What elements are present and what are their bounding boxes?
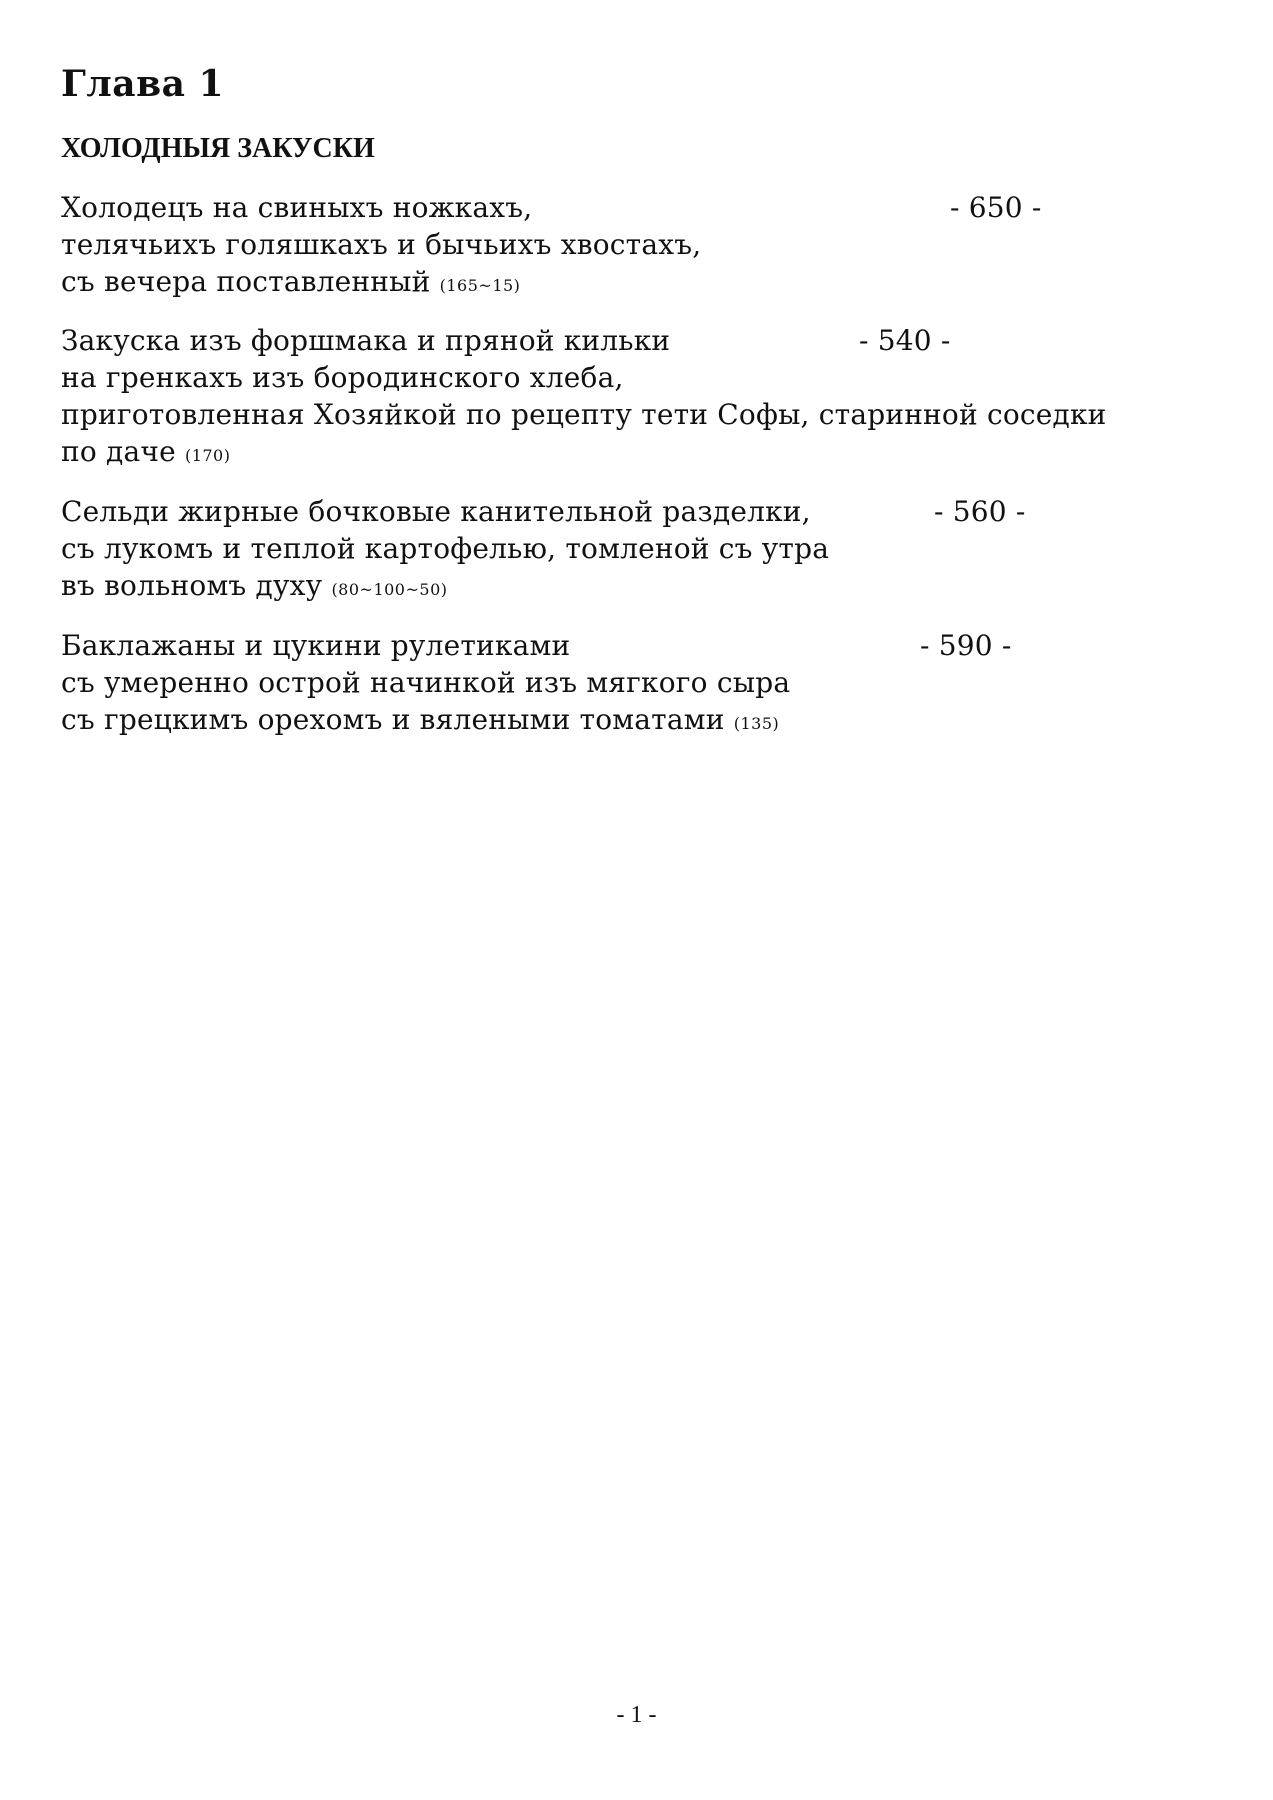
dish-description-text: съ вечера поставленный xyxy=(61,265,431,298)
dish-description-line xyxy=(61,263,1211,304)
dish-description-line: Баклажаны и цукини рулетиками xyxy=(61,629,571,662)
menu-item xyxy=(61,322,1211,474)
dish-price: - 560 - xyxy=(934,495,1026,528)
menu-item xyxy=(61,493,1211,608)
section-title: ХОЛОДНЫЯ ЗАКУСКИ xyxy=(61,133,375,164)
page-number: - 1 - xyxy=(616,1702,657,1728)
dish-description-line: телячьихъ голяшкахъ и бычьихъ хвостахъ, xyxy=(61,228,702,261)
dish-description-line: приготовленная Хозяйкой по рецепту тети Софы, старинной соседки xyxy=(61,398,1107,431)
dish-description-line: Закуска изъ форшмака и пряной кильки xyxy=(61,324,671,357)
dish-description-text: съ грецкимъ орехомъ и вялеными томатами xyxy=(61,703,725,736)
dish-price: - 540 - xyxy=(859,324,951,357)
dish-description-line: Сельди жирные бочковые канительной разделки, xyxy=(61,495,811,528)
dish-price: - 590 - xyxy=(920,629,1012,662)
dish-description-line: съ умеренно острой начинкой изъ мягкого сыра xyxy=(61,666,791,699)
dish-weight: (80~100~50) xyxy=(331,580,448,599)
dish-price: - 650 - xyxy=(950,191,1042,224)
dish-description-line: на гренкахъ изъ бородинского хлеба, xyxy=(61,361,624,394)
dish-weight: (135) xyxy=(733,714,780,733)
dish-description-line xyxy=(61,567,1211,608)
dish-description-line: Холодецъ на свиныхъ ножкахъ, xyxy=(61,191,533,224)
dish-description-text: въ вольномъ духу xyxy=(61,569,323,602)
dish-weight: (170) xyxy=(184,446,231,465)
chapter-title: Глава 1 xyxy=(61,63,224,105)
menu-item xyxy=(61,627,1211,742)
dish-description-line xyxy=(61,433,1211,474)
dish-description-line: съ лукомъ и теплой картофелью, томленой съ утра xyxy=(61,532,830,565)
menu-item xyxy=(61,189,1211,304)
dish-weight: (165~15) xyxy=(439,276,521,295)
dish-description-text: по даче xyxy=(61,435,176,468)
dish-description-line xyxy=(61,701,1211,742)
